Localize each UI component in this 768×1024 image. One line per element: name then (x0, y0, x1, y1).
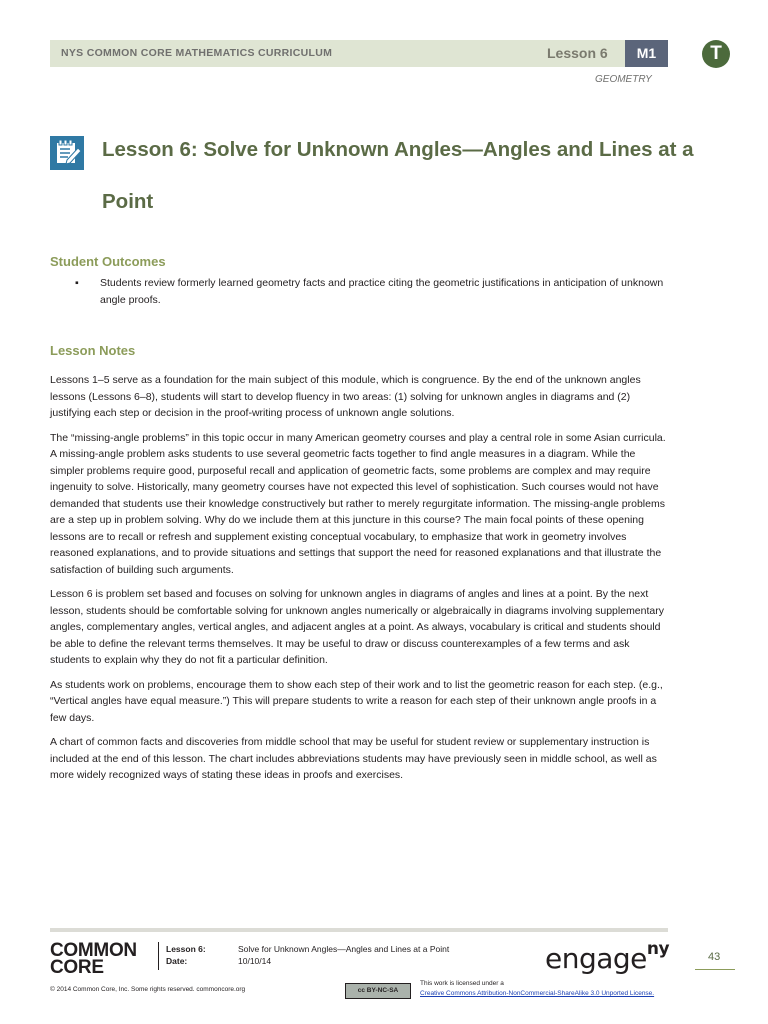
student-outcomes-heading: Student Outcomes (50, 254, 166, 269)
outcome-text: Students review formerly learned geometry facts and practice citing the geometric justifications in anticipation of unknown angle proofs. (100, 277, 664, 306)
page-title: Lesson 6: Solve for Unknown Angles—Angles and Lines at a Point (102, 138, 694, 213)
footer-separator (158, 942, 159, 970)
lesson-notes-heading: Lesson Notes (50, 343, 136, 358)
bullet-icon: ▪ (75, 277, 79, 289)
common-core-logo (50, 942, 137, 976)
creative-commons-badge: cc BY-NC-SA (345, 983, 411, 999)
lesson-notes-body (50, 372, 670, 792)
footer-date-value: 10/10/14 (238, 956, 272, 966)
notes-paragraph: Lessons 1–5 serve as a foundation for the main subject of this module, which is congruence. By the end of the unknown angles lessons (Lessons 6–8), students will start to develop fluency in two areas: (1) solving for unknown angles in diagrams and (2) justifying each step or decision in the proof-writing process of unknown angle solutions. (50, 374, 641, 419)
logo-line: COMMON (50, 940, 137, 961)
lesson-notepad-icon (50, 136, 84, 170)
outcomes-list (75, 275, 673, 308)
logo-line: CORE (50, 957, 104, 978)
list-item (75, 275, 673, 308)
curriculum-title: NYS COMMON CORE MATHEMATICS CURRICULUM (61, 47, 333, 59)
license-link[interactable]: Creative Commons Attribution-NonCommercial-ShareAlike 3.0 Unported License. (420, 990, 655, 997)
notes-paragraph: Lesson 6 is problem set based and focuses on solving for unknown angles in diagrams of angles and lines at a point. By the next lesson, students should be comfortable solving for unknown angles numerically or algebraically in diagrams involving supplementary angles, complementary angles, vertical angles, and adjacent angles at a point. As always, vocabulary is critical and students should be able to define the relevant terms themselves. It may be useful to draw or discuss counterexamples of a few terms and ask students to explain why they do not fit a particular definition. (50, 588, 664, 666)
notes-paragraph: A chart of common facts and discoveries from middle school that may be useful for student review or supplementary instruction is included at the end of this lesson. The chart includes abbreviations students may have previously seen in middle school, as well as more widely recognized ways of stating these ideas in proofs and exercises. (50, 736, 657, 781)
lesson-label: Lesson 6 (547, 45, 608, 61)
page-number: 43 (708, 951, 721, 963)
engageny-logo: engage$^{ny}$ (545, 939, 670, 975)
notes-paragraph: As students work on problems, encourage them to show each step of their work and to list the geometric reason for each step. (e.g., “Vertical angles have equal measure.”) This will prepare students to write a reason for each step of their unknown angle proofs in a few days. (50, 678, 663, 724)
module-badge: M1 (625, 40, 668, 67)
license-text: This work is licensed under a (420, 980, 504, 987)
subject-label: GEOMETRY (595, 74, 652, 85)
copyright-text: © 2014 Common Core, Inc. Some rights reserved. commoncore.org (50, 986, 246, 993)
header-bar (50, 40, 668, 67)
teacher-badge: T (702, 40, 730, 68)
footer-date-label: Date: (166, 956, 188, 966)
page-number-underline (695, 969, 735, 970)
footer-divider (50, 928, 668, 932)
footer-lesson-label: Lesson 6: (166, 944, 206, 954)
footer-lesson-value: Solve for Unknown Angles—Angles and Lines at a Point (238, 944, 450, 954)
notes-paragraph: The “missing-angle problems” in this topic occur in many American geometry courses and play a central role in some Asian curricula. A missing-angle problem asks students to use several geometric facts together to find angle measures in a diagram. While the simpler problems require good, purposeful recall and application of geometric facts, some problems are complex and may require ingenuity to solve. Historically, many geometry courses have not expected this level of sophistication. Such courses would not have demanded that students use their knowledge constructively but rather to merely regurgitate information. The missing-angle problems are a step up in problem solving. Why do we include them at this juncture in this course? The main focal points of these opening lessons are to recall or refresh and supplement existing conceptual vocabulary, to emphasize that work in geometry involves reasoned explanations, and to provide situations and settings that support the need for reasoned explanations and that illustrate the satisfaction of building such arguments. (50, 431, 666, 576)
